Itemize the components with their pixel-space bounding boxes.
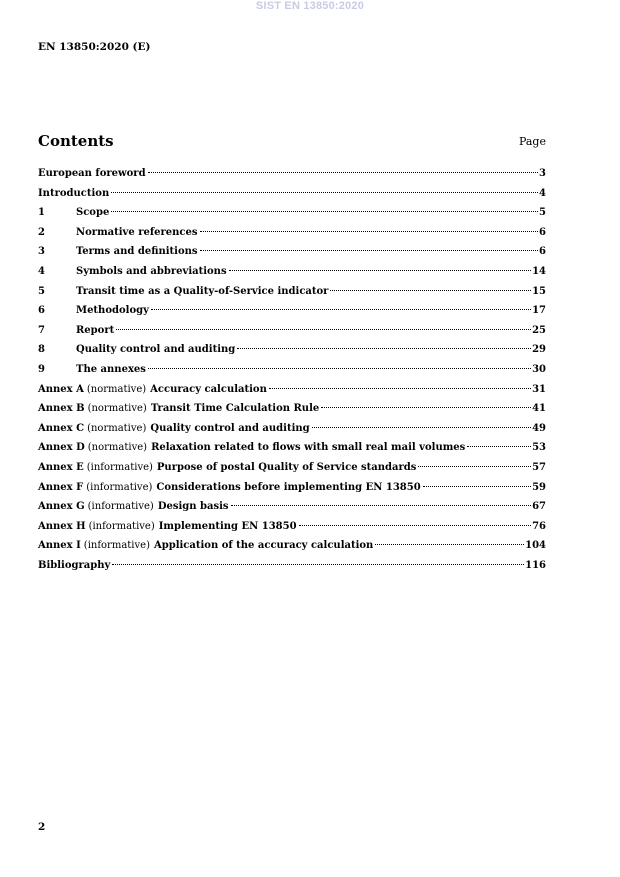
- toc-entry-page: 25: [532, 324, 546, 336]
- toc-entry-page: 4: [539, 187, 546, 199]
- annex-title: Purpose of postal Quality of Service standards: [156, 461, 417, 473]
- toc-entry-title: Introduction: [38, 187, 110, 199]
- annex-tag: Annex I: [38, 540, 81, 552]
- toc-entry-number: 1: [38, 207, 45, 219]
- annex-type: (normative): [87, 442, 148, 454]
- toc-annex-f[interactable]: [38, 478, 546, 498]
- toc-entry-terms-and-definitions[interactable]: [38, 242, 546, 262]
- toc-entry-page: 3: [539, 168, 546, 179]
- annex-tag: Annex D: [38, 442, 85, 454]
- dot-leader: [237, 348, 531, 349]
- toc-annex-e[interactable]: [38, 458, 546, 478]
- page-column-label: Page: [518, 135, 546, 148]
- annex-title: Quality control and auditing: [150, 422, 310, 434]
- dot-leader: [423, 486, 531, 487]
- annex-title: Transit Time Calculation Rule: [150, 403, 320, 415]
- dot-leader: [418, 466, 531, 467]
- dot-leader: [229, 270, 531, 271]
- toc-entry-title: Bibliography: [38, 559, 111, 571]
- toc-entry-number: 3: [38, 246, 45, 258]
- annex-page: 31: [532, 383, 546, 395]
- annex-tag: Annex H: [38, 520, 86, 532]
- dot-leader: [148, 172, 538, 173]
- annex-title: Considerations before implementing EN 13850: [156, 481, 421, 493]
- toc-entry-title: Scope: [76, 207, 110, 219]
- toc-entry-the-annexes[interactable]: [38, 360, 546, 380]
- toc-entry-symbols-and-abbreviations[interactable]: [38, 262, 546, 282]
- toc-annex-h[interactable]: [38, 517, 546, 537]
- toc-entry-transit-time[interactable]: [38, 282, 546, 302]
- toc-entry-page: 6: [539, 246, 546, 258]
- annex-page: 76: [532, 520, 546, 532]
- annex-page: 49: [532, 422, 546, 434]
- toc-entry-page: 116: [525, 559, 546, 571]
- toc-annex-d[interactable]: [38, 438, 546, 458]
- annex-title: Design basis: [157, 501, 229, 513]
- toc-entry-page: 5: [539, 207, 546, 219]
- annex-page: 53: [532, 442, 546, 454]
- toc-entry-introduction[interactable]: [38, 184, 546, 204]
- dot-leader: [151, 309, 531, 310]
- dot-leader: [111, 192, 538, 193]
- dot-leader: [116, 329, 531, 330]
- annex-page: 57: [532, 461, 546, 473]
- annex-tag: Annex F: [38, 481, 84, 493]
- dot-leader: [200, 250, 539, 251]
- table-of-contents: [38, 164, 546, 575]
- toc-entry-bibliography[interactable]: [38, 556, 546, 576]
- dot-leader: [330, 290, 531, 291]
- toc-entry-page: 14: [532, 265, 546, 277]
- document-id: EN 13850:2020 (E): [38, 41, 151, 53]
- annex-tag: Annex B: [38, 403, 85, 415]
- annex-type: (informative): [88, 520, 155, 532]
- annex-page: 41: [532, 403, 546, 415]
- toc-entry-title: Transit time as a Quality-of-Service indicator: [76, 285, 329, 297]
- annex-title: Implementing EN 13850: [158, 520, 297, 532]
- annex-page: 104: [525, 540, 546, 552]
- toc-entry-page: 30: [532, 363, 546, 375]
- dot-leader: [231, 505, 532, 506]
- annex-type: (normative): [87, 422, 147, 434]
- toc-entry-number: 2: [38, 226, 45, 238]
- toc-entry-page: 15: [532, 285, 546, 297]
- toc-entry-page: 17: [532, 305, 546, 317]
- annex-page: 67: [532, 501, 546, 513]
- toc-entry-scope[interactable]: [38, 203, 546, 223]
- toc-entry-title: European foreword: [38, 168, 146, 179]
- toc-entry-page: 29: [532, 344, 546, 356]
- toc-annex-b[interactable]: [38, 399, 546, 419]
- annex-page: 59: [532, 481, 546, 493]
- dot-leader: [375, 544, 524, 545]
- annex-type: (normative): [87, 403, 147, 415]
- dot-leader: [269, 388, 531, 389]
- contents-title: Contents: [38, 132, 114, 150]
- toc-entry-number: 4: [38, 265, 45, 277]
- dot-leader: [299, 525, 532, 526]
- annex-tag: Annex G: [38, 501, 85, 513]
- toc-entry-title: Normative references: [76, 226, 198, 238]
- toc-entry-number: 5: [38, 285, 45, 297]
- toc-entry-quality-control[interactable]: [38, 340, 546, 360]
- dot-leader: [321, 407, 531, 408]
- dot-leader: [148, 368, 531, 369]
- toc-entry-number: 6: [38, 305, 45, 317]
- annex-title: Accuracy calculation: [150, 383, 267, 395]
- toc-entry-number: 7: [38, 324, 45, 336]
- watermark: SIST EN 13850:2020: [255, 0, 365, 12]
- toc-entry-number: 9: [38, 363, 45, 375]
- annex-tag: Annex A: [38, 383, 84, 395]
- toc-entry-title: Symbols and abbreviations: [76, 265, 227, 277]
- dot-leader: [111, 211, 538, 212]
- annex-tag: Annex E: [38, 461, 84, 473]
- toc-entry-title: Report: [76, 324, 115, 336]
- toc-entry-methodology[interactable]: [38, 301, 546, 321]
- toc-annex-c[interactable]: [38, 419, 546, 439]
- dot-leader: [112, 564, 524, 565]
- dot-leader: [312, 427, 531, 428]
- toc-entry-page: 6: [539, 226, 546, 238]
- toc-entry-title: Terms and definitions: [76, 246, 198, 258]
- dot-leader: [467, 446, 531, 447]
- annex-title: Relaxation related to flows with small real mail volumes: [151, 442, 466, 454]
- toc-entry-title: The annexes: [76, 363, 146, 375]
- toc-entry-european-foreword[interactable]: [38, 164, 546, 184]
- page-number: 2: [38, 821, 46, 833]
- annex-type: (informative): [87, 501, 154, 513]
- toc-entry-title: Methodology: [76, 305, 149, 317]
- dot-leader: [200, 231, 539, 232]
- annex-title: Application of the accuracy calculation: [153, 540, 374, 552]
- toc-entry-number: 8: [38, 344, 45, 356]
- toc-annex-a[interactable]: [38, 380, 546, 400]
- toc-annex-i[interactable]: [38, 536, 546, 556]
- annex-type: (informative): [83, 540, 150, 552]
- toc-entry-normative-references[interactable]: [38, 223, 546, 243]
- annex-type: (informative): [86, 481, 153, 493]
- annex-tag: Annex C: [38, 422, 85, 434]
- toc-annex-g[interactable]: [38, 497, 546, 517]
- annex-type: (informative): [86, 461, 153, 473]
- annex-type: (normative): [86, 383, 147, 395]
- toc-entry-report[interactable]: [38, 321, 546, 341]
- toc-entry-title: Quality control and auditing: [76, 344, 236, 356]
